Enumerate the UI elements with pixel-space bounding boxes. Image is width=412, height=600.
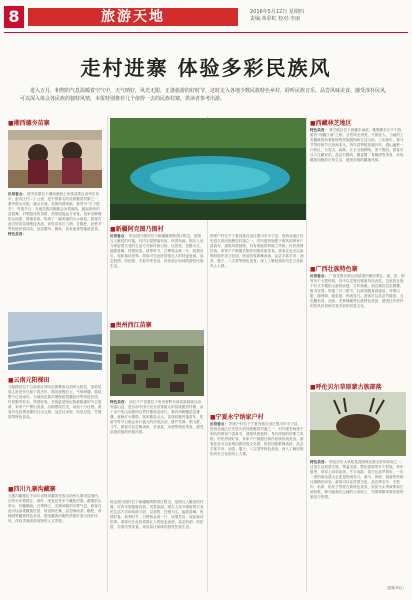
feature-label: 民俗看点： [310,274,328,278]
pub-line-1: 2016年5月12日 星期四 [250,9,304,15]
section-heading-sichuan: ■ 四川九寨沟藏寨 [8,484,56,493]
page-number: 8 [4,6,24,28]
article-text: 德夯苗寨位于湖南湘西土家族苗族自治州吉首市，距市区约二十公里，是中国著名的苗族聚居村寨之一，寨中群山环抱，溪水长流，苗族风情浓郁，被誉为“天下鼓乡”。每逢节日，当地苗族同胞都会身着盛装，跳起欢快的苗鼓舞，对唱悠扬的苗歌，热情迎接远方来客。苗家吊脚楼依山而建，错落有致，构成了一幅美丽的山水画卷。游客在此可欣赏苗族绝技表演，体验苗家拦门酒、打糍粑、赶秋节等传统民俗活动，品尝腊肉、酸鱼、苗家油茶等地道美食。 [8,192,102,231]
article-xiangxi [8,192,102,308]
photo-hulunbuir [310,392,406,456]
section-heading-ningxia: ■ 宁夏永宁纳家户村 [210,412,264,421]
section-heading-yunnan: ■ 云南元阳梯田 [8,375,50,384]
article-yunnan: 元阳梯田位于云南省红河哈尼族彝族自治州元阳县，是哈尼族人世世代代留下的杰作，梯田规模宏大，气势磅礴，绵延整个红河南岸。当地哈尼族村寨保留着蘑菇房等传统民居，村民勤劳朴实，热情好客。长街宴是哈尼族最隆重的节日宴席，家家户户摆出美食，沿街摆成长龙，场面十分壮观。游客可在此观赏梯田日出云海，品尝红米饭、哈尼豆豉、竹筒饭等特色食品。 [8,385,102,419]
masthead-rule [4,32,408,33]
article-guangxi [310,274,406,378]
article-text: 呼伦贝尔大草原是我国保存最完好的草原之一，这里生活着蒙古族、鄂温克族、鄂伦春族等多个民族。每年夏季，草原上绿草如茵，牛羊成群，蒙古包星罗棋布，一年一度的那达慕大会更是热闹非凡，赛马、摔跤、射箭等传统比赛精彩纷呈。游客可以住进蒙古包，品尝烤全羊、手把肉、奶茶、奶皮子等蒙古族特色美食，欣赏马头琴演奏和长调民歌，骑马驰骋在辽阔的大草原上，尽情领略草原民族的豪迈与热情。 [310,460,405,499]
photo-yunnan [8,312,102,370]
article-text: 广西龙胜各族自治县境内聚居着壮、瑶、苗、侗等多个少数民族，其中以龙脊壮寨最具代表性。这里的壮族干栏式木楼依山就势而建，古朴典雅，周边梯田层层叠叠，蔚为壮观。每逢三月三歌节，壮族同胞身着盛装，对唱山歌，抛绣球，碰彩蛋，热闹非凡。游客可以品尝竹筒饭、五色糯米饭、油茶、龙脊辣椒等壮族特色美食，感受壮乡淳朴的民风民俗和丰富多彩的民族文化。 [310,274,405,308]
section-heading-guizhou: ■ 贵州西江苗寨 [110,320,152,329]
article-xinjiang-a [110,234,204,316]
article-text: 阿克图乃图村位于新疆喀纳斯景区附近，是图瓦人聚居的村落，村内木屋错落有致，风景如画。图瓦人至今保留着古老的生活方式和传统习俗，以放牧、狩猎为生，能歌善舞，热情好客。秋季时节，白桦林金黄一片，炊烟袅袅，宛如童话世界。游客可在此欣赏图瓦人的呼麦表演，品尝奶酒、奶疙瘩、手抓肉等美食，体验原汁原味的游牧民族生活。 [110,234,204,268]
feature-label: 民俗看点： [8,192,26,196]
article-xinjiang-b: 纳家户村位于宁夏回族自治区银川市永宁县，是西北地区历史悠久的回族聚居村落之一，村内建有始建于明代的纳家户清真寺，建筑风格独特，具有浓郁的伊斯兰风格。村民热情好客，家家户户都擅长制作回族传统美食。游客在此可以参观回族民俗文化园，欣赏回族歌舞表演，品尝手抓羊肉、油香、馓子、八宝茶等特色美食，深入了解回族的历史文化和风土人情。 [210,234,304,268]
article-text: 纳家户村位于宁夏回族自治区银川市永宁县，是西北地区历史悠久的回族聚居村落之一，村内建有始建于明代的纳家户清真寺，建筑风格独特，具有浓郁的伊斯兰风格。村民热情好客，家家户户都擅长制作回族传统美食。游客在此可以参观回族民俗文化园，欣赏回族歌舞表演，品尝手抓羊肉、油香、馓子、八宝茶等特色美食，深入了解回族的历史文化和风土人情。 [210,422,304,456]
article-text: 林芝地区位于西藏东南部，雅鲁藏布江中下游，素有“西藏江南”之称，自然风光秀美，气候宜人。当地的工布藏族保持着独特的民族服饰和生活习俗，工布新年、赛马节等传统节日热闹非凡。每年春季桃花盛开时，漫山遍野一片粉红，与雪山、森林、江水交相辉映，美不胜收。游客可以入住藏家乐，品尝石锅鸡、藏香猪、青稞酒等美食，体验藏族同胞的日常生活，感受浓郁的藏地风情。 [310,128,405,162]
masthead [0,0,412,34]
article-ningxia [210,422,304,592]
feature-label: 特色美食： [110,400,128,404]
section-heading-hulun: ■ 呼伦贝尔草原蒙古族部落 [310,382,382,391]
article-sichuan: 九寨沟藏寨位于四川省阿坝藏族羌族自治州九寨沟县境内，沟内分布着树正、荷叶、则查洼等多个藏族村寨。藏寨依山傍水，经幡飘扬，白塔林立，充满神秘的宗教气息。游客在此可以参观藏族民居，欣赏锅庄舞，品尝酥油茶、糌粑、青稞酒等藏族特色美食，感受藏族同胞的热情好客与纯朴民风，体验雪域高原独特的人文景观。 [8,494,102,523]
article-guizhou [110,400,204,496]
feature-label: 特色美食： [310,128,328,132]
lead-paragraph: 进入五月，和煦的气息温暖着空气中，天气晴好，风光无限，正逢旅游的好时节，这时走入各地少数民族特色乡村，聆听民族音乐、品尝风味美食、感受淳朴民风，可以深入体会各民族的独特风情，本报特别推荐几个值得一去的民族村寨，供读者参考出游。 [20,88,391,102]
section-heading-xinjiang: ■ 新疆阿克图乃图村 [110,224,164,233]
article-tibet [310,128,406,260]
feature-label: 民俗看点： [110,234,128,238]
column-divider [306,116,307,592]
feature-label: 特色美食： [310,460,328,464]
photo-xiangxi [8,130,102,188]
section-heading-guangxi: ■ 广西壮族特色寨 [310,264,358,273]
section-title: 旅游天地 [101,9,165,25]
article-hulunbuir [310,460,406,584]
pub-line-2: 责编:黄彩虹 校对:李丽 [250,16,300,22]
photo-guizhou [110,330,204,396]
column-divider [107,116,108,592]
section-heading-tibet: ■ 西藏林芝地区 [310,118,352,127]
footer-source: （据新华社） [384,586,406,590]
headline: 走村进寨 体验多彩民族风 [80,56,332,80]
feature-label: 特色美食： [8,232,26,236]
section-heading-xiangxi: ■ 湘西德夯苗寨 [8,118,50,127]
article-guizhou-cont: 阿克图乃图村位于新疆喀纳斯景区附近，是图瓦人聚居的村落，村内木屋错落有致，风景如画。图瓦人至今保留着古老的生活方式和传统习俗，以放牧、狩猎为生，能歌善舞，热情好客。秋季时节，白桦林金黄一片，炊烟袅袅，宛如童话世界。游客可在此欣赏图瓦人的呼麦表演，品尝奶酒、奶疙瘩、手抓肉等美食，体验原汁原味的游牧民族生活。 [110,500,204,529]
publication-info [250,9,408,23]
feature-label: 民俗看点： [210,422,228,426]
article-text: 西江千户苗寨位于贵州省黔东南苗族侗族自治州雷山县，是目前中国乃至全世界最大的苗族聚居村寨，由十余个依山而建的自然村寨相连成片。寨内吊脚楼层层叠叠，夜晚灯火璀璨，犹如繁星点点。苗族同胞每逢苗年、吃新节等节日都会举行盛大的庆祝活动，跳芦笙舞、唱飞歌、斗牛。游客可品尝酸汤鱼、长桌宴、米酒等特色美食，感受苗族浓郁的民族风情。 [110,400,204,434]
photo-jiuzhaigou [110,118,306,220]
